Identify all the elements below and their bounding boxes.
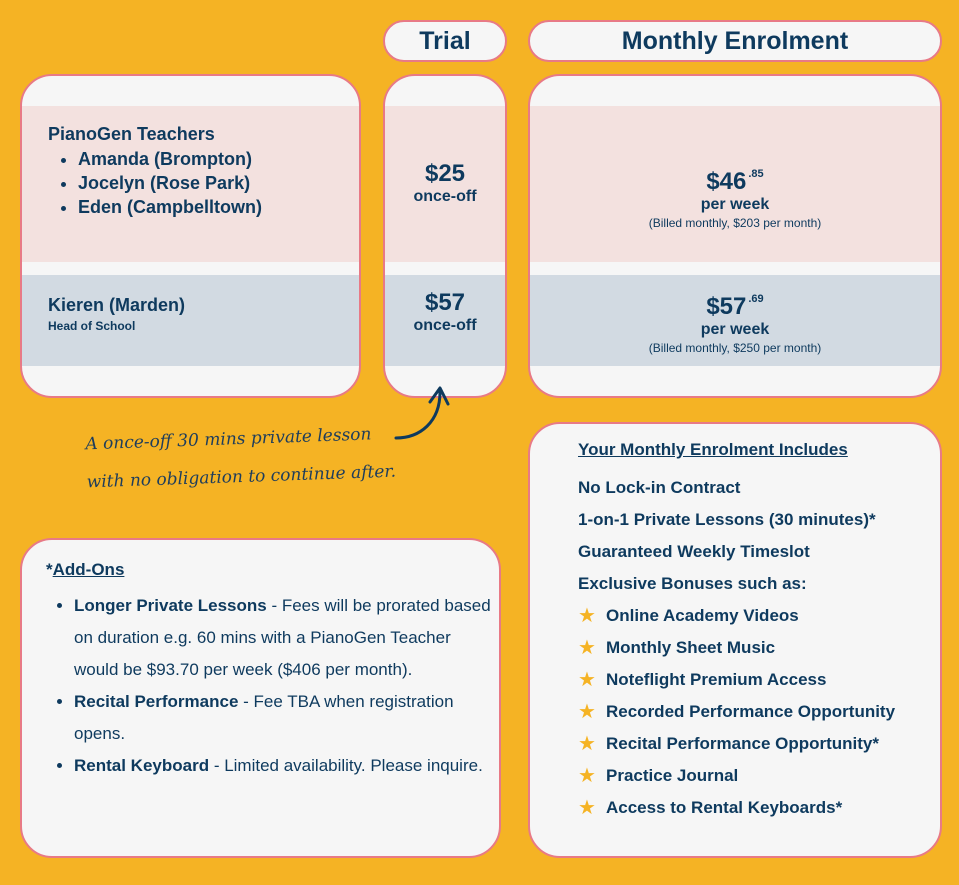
trial-header [383, 20, 507, 62]
star-icon: ★ [578, 605, 596, 627]
bonus-label: Noteflight Premium Access [606, 670, 827, 689]
bonus-item [578, 600, 895, 632]
addon-name: Recital Performance [74, 692, 239, 711]
price-dollars: $46 [706, 168, 747, 195]
teachers-card [20, 74, 361, 398]
bonus-item [578, 632, 895, 664]
bonus-label: Access to Rental Keyboards* [606, 798, 843, 817]
addon-text: - Limited availability. Please inquire. [209, 756, 483, 775]
include-item: 1-on-1 Private Lessons (30 minutes)* [578, 510, 876, 529]
star-icon: ★ [578, 797, 596, 819]
addon-text: - Fees will be prorated based on duration e.g. 60 mins with a PianoGen Teacher would be $93.70 per week ($406 per month). [74, 596, 491, 679]
star-icon: ★ [578, 765, 596, 787]
bonus-item [578, 664, 895, 696]
star-icon: ★ [578, 669, 596, 691]
bonus-item [578, 760, 895, 792]
trial-note [85, 415, 397, 502]
include-item: No Lock-in Contract [578, 478, 741, 497]
monthly-price-head [530, 285, 940, 357]
includes-title: Your Monthly Enrolment Includes [578, 440, 848, 459]
teacher-item: • Jocelyn (Rose Park) [78, 171, 262, 195]
includes-card [528, 422, 942, 858]
monthly-header [528, 20, 942, 62]
includes-list [578, 472, 876, 600]
price-dollars: $57 [706, 293, 747, 320]
bonus-list [578, 600, 895, 824]
addons-title [46, 560, 124, 580]
trial-header-label: Trial [419, 26, 471, 55]
price-cents: .85 [748, 168, 764, 180]
trial-card [383, 74, 507, 398]
teacher-item: • Amanda (Brompton) [78, 147, 262, 171]
price-amount: $57 [424, 289, 466, 316]
bonus-label: Online Academy Videos [606, 606, 799, 625]
teachers-heading: PianoGen Teachers [48, 124, 215, 144]
price-note: once-off [413, 188, 477, 205]
include-item: Guaranteed Weekly Timeslot [578, 542, 810, 561]
trial-note-line: A once-off 30 mins private lesson [85, 424, 372, 455]
monthly-card [528, 74, 942, 398]
price-note: once-off [413, 317, 477, 334]
star-icon: ★ [578, 733, 596, 755]
bonus-item [578, 792, 895, 824]
bonus-label: Practice Journal [606, 766, 739, 785]
teacher-item: • Eden (Campbelltown) [78, 195, 262, 219]
addon-name: Longer Private Lessons [74, 596, 267, 615]
curved-arrow-icon [390, 382, 460, 444]
teachers-list [78, 147, 262, 219]
bonus-label: Recital Performance Opportunity* [606, 734, 880, 753]
addon-item [74, 686, 494, 750]
star-icon: ★ [578, 701, 596, 723]
bonus-item [578, 696, 895, 728]
head-role: Head of School [48, 319, 136, 333]
bonus-label: Monthly Sheet Music [606, 638, 776, 657]
monthly-price-teacher [530, 160, 940, 232]
price-amount: $25 [424, 160, 466, 187]
trial-price-head [385, 289, 505, 335]
bonus-item [578, 728, 895, 760]
price-cents: .69 [748, 293, 764, 305]
addon-item [74, 590, 494, 686]
addon-text: - Fee TBA when registration opens. [74, 692, 454, 743]
head-name: Kieren (Marden) [48, 295, 186, 315]
price-billed: (Billed monthly, $203 per month) [648, 216, 822, 230]
bonus-label: Recorded Performance Opportunity [606, 702, 896, 721]
addon-item [74, 750, 494, 782]
star-icon: ★ [578, 637, 596, 659]
addons-card [20, 538, 501, 858]
addons-list [74, 590, 494, 782]
addon-name: Rental Keyboard [74, 756, 210, 775]
price-per: per week [700, 321, 770, 338]
trial-price-teacher [385, 160, 505, 206]
trial-note-line: with no obligation to continue after. [86, 461, 397, 493]
price-per: per week [700, 196, 770, 213]
addons-title-prefix: * [46, 560, 53, 579]
price-billed: (Billed monthly, $250 per month) [648, 341, 822, 355]
include-item: Exclusive Bonuses such as: [578, 574, 807, 593]
monthly-header-label: Monthly Enrolment [621, 26, 849, 55]
addons-title-text: Add-Ons [52, 560, 125, 579]
